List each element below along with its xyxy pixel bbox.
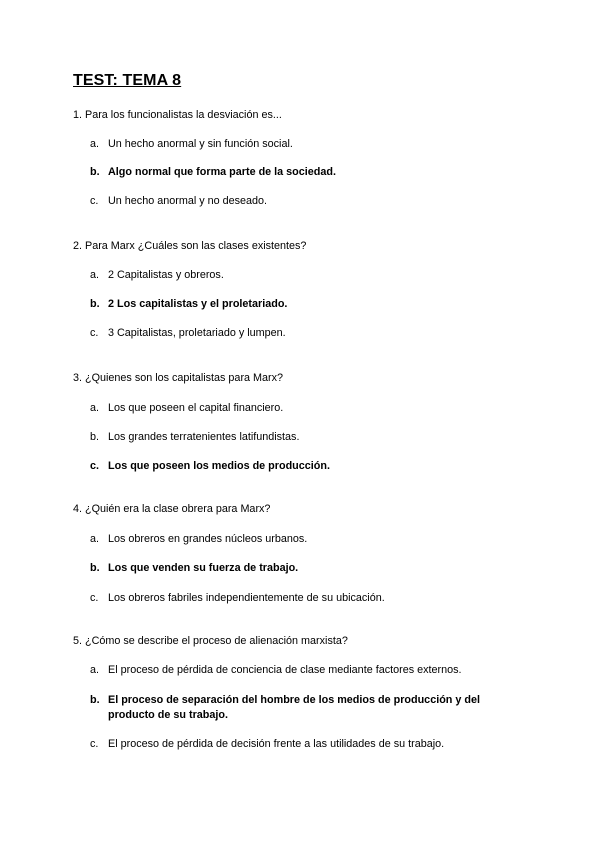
option-letter: a.: [90, 664, 100, 676]
page-title: TEST: TEMA 8: [73, 72, 182, 89]
option-letter: c.: [90, 195, 99, 207]
option-4b-correct: [90, 561, 520, 576]
question-5: 5. ¿Cómo se describe el proceso de alienación marxista?: [73, 635, 348, 647]
question-4: 4. ¿Quién era la clase obrera para Marx?: [73, 503, 271, 515]
option-2b-correct: [90, 297, 520, 312]
option-3b: [90, 430, 520, 445]
option-1b-correct: [90, 165, 520, 180]
option-text: 2 Los capitalistas y el proletariado.: [108, 298, 288, 310]
option-text: Un hecho anormal y no deseado.: [108, 195, 268, 207]
option-2a: [90, 268, 520, 283]
option-3c-correct: [90, 459, 520, 474]
option-letter: a.: [90, 269, 100, 281]
option-text: Algo normal que forma parte de la sociedad.: [108, 166, 336, 178]
option-text: 3 Capitalistas, proletariado y lumpen.: [108, 327, 286, 339]
option-letter: b.: [90, 166, 100, 178]
option-text: Los obreros fabriles independientemente de su ubicación.: [108, 592, 385, 604]
option-4a: [90, 532, 520, 547]
option-1c: [90, 194, 520, 209]
question-3: 3. ¿Quienes son los capitalistas para Marx?: [73, 372, 284, 384]
option-5c: [90, 737, 520, 752]
option-letter: b.: [90, 694, 100, 706]
option-1a: [90, 137, 520, 152]
option-2c: [90, 326, 520, 341]
option-letter: a.: [90, 138, 100, 150]
option-5a: [90, 663, 520, 678]
option-letter: b.: [90, 562, 100, 574]
option-letter: a.: [90, 402, 100, 414]
option-text: El proceso de separación del hombre de los medios de producción y del producto de su trabajo.: [108, 694, 480, 721]
option-letter: a.: [90, 533, 100, 545]
option-4c: [90, 591, 520, 606]
option-text: Los grandes terratenientes latifundistas.: [108, 431, 300, 443]
option-letter: c.: [90, 460, 100, 472]
option-letter: c.: [90, 327, 99, 339]
option-5b-correct: [90, 693, 520, 723]
option-letter: c.: [90, 738, 99, 750]
option-text: Los que venden su fuerza de trabajo.: [108, 562, 299, 574]
question-2: 2. Para Marx ¿Cuáles son las clases existentes?: [73, 240, 307, 252]
question-1: 1. Para los funcionalistas la desviación es...: [73, 109, 282, 121]
option-letter: c.: [90, 592, 99, 604]
option-text: 2 Capitalistas y obreros.: [108, 269, 224, 281]
option-3a: [90, 401, 520, 416]
option-text: Los que poseen los medios de producción.: [108, 460, 330, 472]
option-text: El proceso de pérdida de decisión frente a las utilidades de su trabajo.: [108, 738, 445, 750]
option-text: Los obreros en grandes núcleos urbanos.: [108, 533, 308, 545]
option-text: Los que poseen el capital financiero.: [108, 402, 284, 414]
option-letter: b.: [90, 431, 100, 443]
option-text: Un hecho anormal y sin función social.: [108, 138, 293, 150]
option-text: El proceso de pérdida de conciencia de clase mediante factores externos.: [108, 664, 462, 676]
option-letter: b.: [90, 298, 100, 310]
